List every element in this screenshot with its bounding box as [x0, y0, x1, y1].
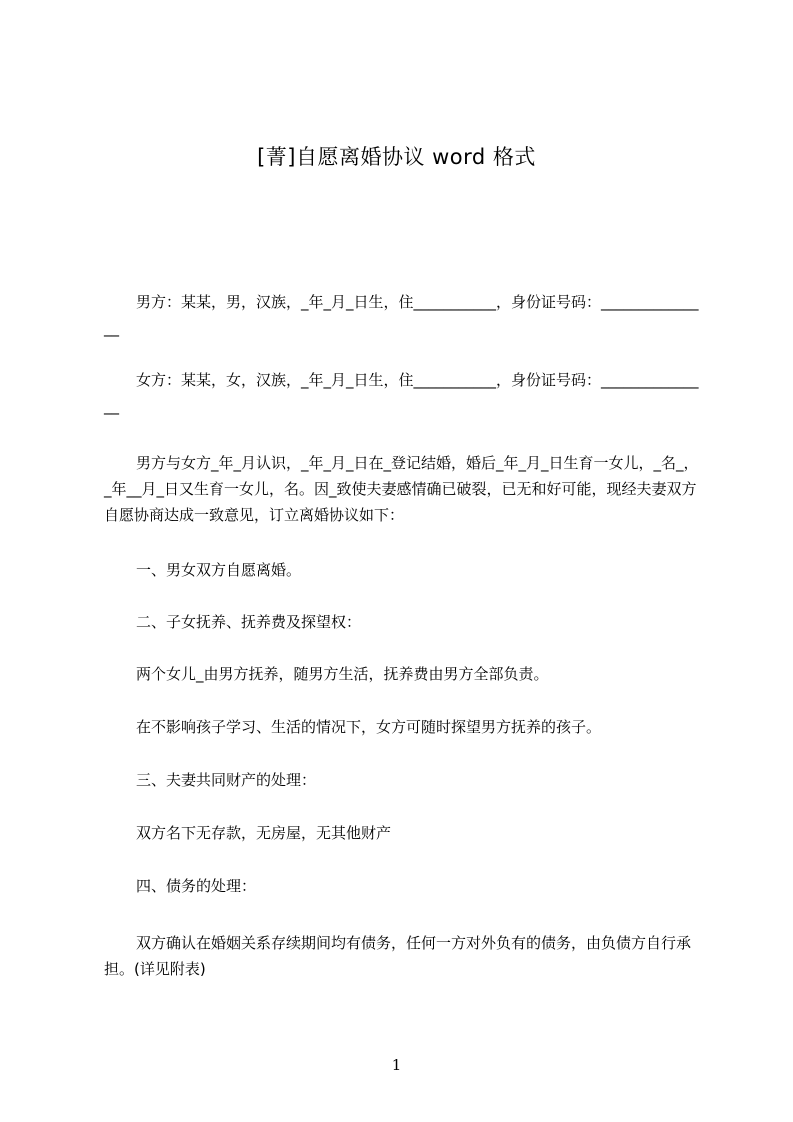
- section-3-property-text: 双方名下无存款，无房屋，无其他财产: [136, 824, 392, 842]
- section-1-heading: 一、男女双方自愿离婚。: [136, 561, 302, 579]
- background-paragraph: 男方与女方_年_月认识，_年_月_日在_登记结婚，婚后_年_月_日生育一女儿，_名_，_年__月_日又生育一女儿，名。因_致使夫妻感情确已破裂，已无和好可能，现经夫妻双方自愿协商达成一致意见，订立离婚协议如下：: [104, 454, 699, 524]
- husband-info-paragraph: 男方：某某，男，汉族，_年_月_日生，住___________，身份证号码：_______________: [104, 293, 699, 337]
- section-3-heading: 三、夫妻共同财产的处理：: [136, 771, 317, 789]
- page-number: 1: [391, 1056, 402, 1074]
- section-4-heading: 四、债务的处理：: [136, 877, 257, 895]
- section-4-debt-text: 双方确认在婚姻关系存续期间均有债务，任何一方对外负有的债务，由负债方自行承担。(详见附表): [104, 934, 692, 978]
- section-2-heading: 二、子女抚养、抚养费及探望权：: [136, 613, 362, 631]
- section-2-custody-text: 两个女儿_由男方抚养，随男方生活，抚养费由男方全部负责。: [136, 665, 549, 683]
- document-title: [菁]自愿离婚协议 word 格式: [257, 145, 536, 169]
- wife-info-paragraph: 女方：某某，女，汉族，_年_月_日生，住___________，身份证号码：_______________: [104, 371, 699, 415]
- section-2-visitation-text: 在不影响孩子学习、生活的情况下，女方可随时探望男方抚养的孩子。: [136, 718, 602, 736]
